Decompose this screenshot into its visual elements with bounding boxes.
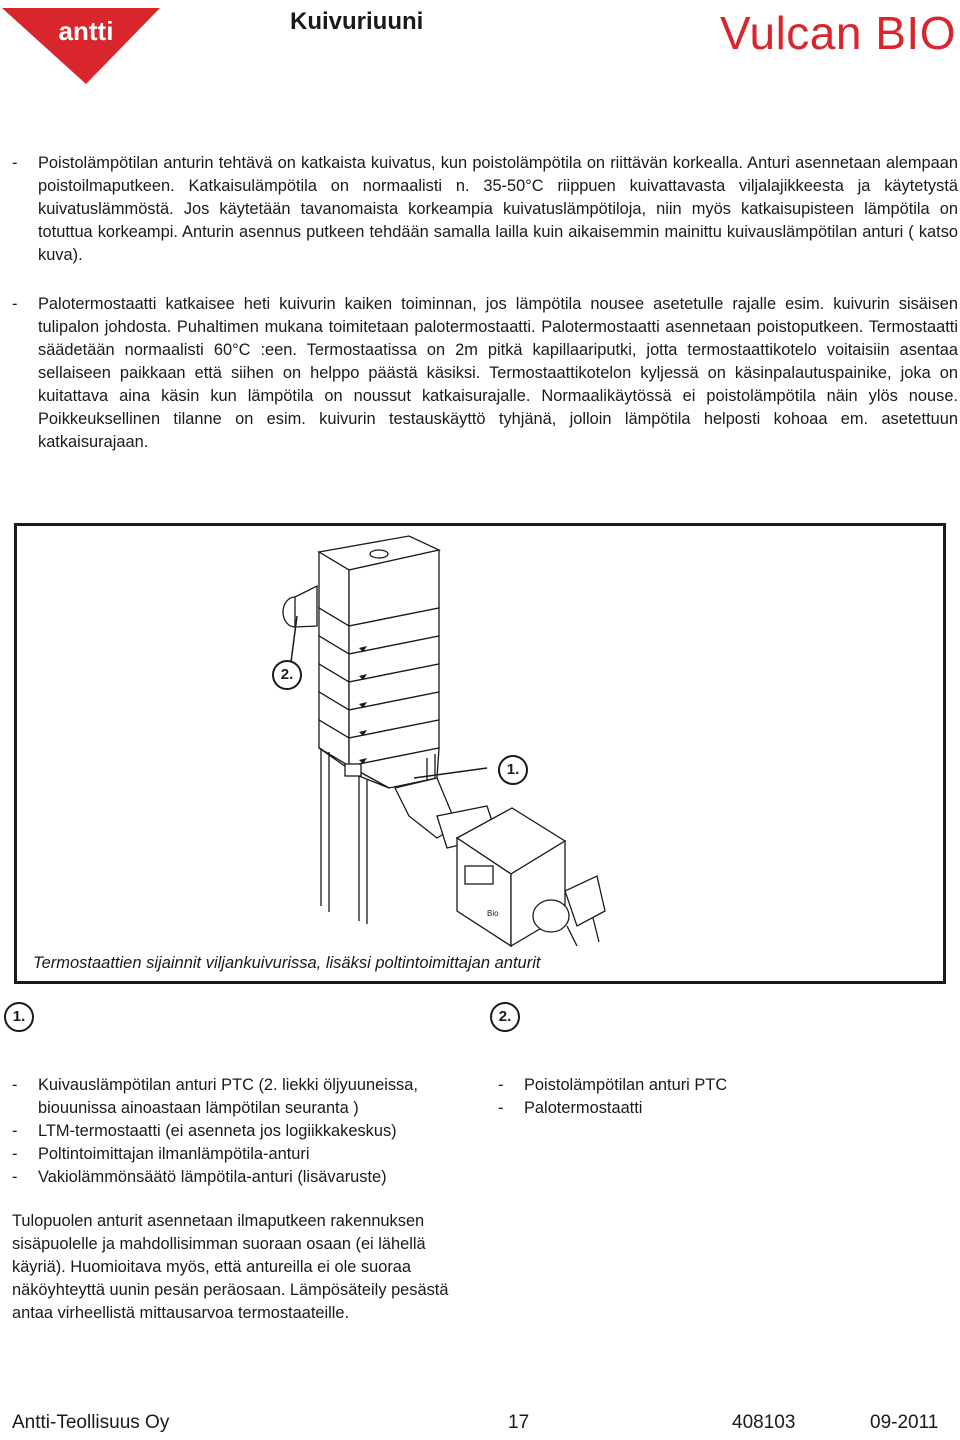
installation-note: Tulopuolen anturit asennetaan ilmaputkeen rakennuksen sisäpuolelle ja mahdollisimman suoraan osaan (ei lähellä käyriä). Huomioitava myös, että antureilla ei ole suoraa näköyhteyttä uunin pesän peräosaan. Lämpösäteily pesästä antaa virheellistä mittausarvoa termostaateille.: [12, 1212, 449, 1322]
logo-text: antti: [58, 16, 114, 46]
figure-frame: [14, 523, 946, 984]
list-item: - Poltintoimittajan ilmanlämpötila-anturi: [12, 1143, 482, 1166]
footer-page-number: 17: [508, 1412, 530, 1433]
section-badge-1: 1.: [4, 1002, 34, 1032]
list-item: - Palotermostaatti: [498, 1097, 938, 1120]
inlet-sensor-list: [12, 1074, 482, 1189]
section-badge-2: 2.: [490, 1002, 520, 1032]
footer-date: 09-2011: [870, 1412, 939, 1433]
list-item: - Vakiolämmönsäätö lämpötila-anturi (lisävaruste): [12, 1166, 482, 1189]
exhaust-sensor-list: [498, 1074, 938, 1120]
product-name: Vulcan BIO: [720, 7, 956, 59]
paragraph-dash: -: [12, 295, 18, 313]
paragraph-exhaust-sensor: [12, 152, 958, 267]
paragraph-fire-thermostat: [12, 293, 958, 454]
document-title: Kuivuriuuni: [290, 8, 424, 35]
dryer-illustration: [17, 526, 943, 981]
paragraph-text: Poistolämpötilan anturin tehtävä on katkaista kuivatus, kun poistolämpötila on riittävän korkealla. Anturi asennetaan alempaan poistoilmaputkeen. Katkaisulämpötila on normaalisti n. 35-50°C riippuen kuivattavasta viljalajikkeesta ja käytetystä kuivatuslämmöstä. Jos käytetään tavanomaista korkeampia kuivatuslämpötiloja, niin myös katkaisupisteen lämpötila on totuttua korkeampi. Anturin asennus putkeen tehdään samalla lailla kuin aikaisemmin mainittu kuivauslämpötilan anturi ( katso kuva).: [38, 154, 958, 264]
marker-1: 1.: [498, 755, 528, 785]
list-item: - Poistolämpötilan anturi PTC: [498, 1074, 938, 1097]
figure-caption: Termostaattien sijainnit viljankuivurissa, lisäksi poltintoimittajan anturit: [33, 954, 541, 972]
paragraph-text: Palotermostaatti katkaisee heti kuivurin kaiken toiminnan, jos lämpötila nousee asetetulle rajalle esim. kuivurin sisäisen tulipalon johdosta. Puhaltimen mukana toimitetaan palotermostaatti. Palotermostaatti asennetaan poistoputkeen. Termostaatti säädetään normaalisti 60°C :een. Termostaatissa on 2m pitkä kapillaariputki, jotta termostaattikotelo voitaisiin asentaa sellaiseen paikkaan että siihen on helppo päästä käsiksi. Termostaattikotelon kyljessä on käsinpalautuspainike, joka on kuitattava aina käsin kun lämpötila on noussut katkaisurajalle. Normaalikäytössä ei poistolämpötila näin ylös nouse. Poikkeuksellinen tilanne on esim. kuivurin testauskäyttö tyhjänä, jolloin lämpötila helposti kohoaa em. asetettuun katkaisurajaan.: [38, 295, 958, 451]
list-item: - LTM-termostaatti (ei asenneta jos logiikkakeskus): [12, 1120, 482, 1143]
list-item: - Kuivauslämpötilan anturi PTC (2. liekki öljyuuneissa, biouunissa ainoastaan lämpötilan seuranta ): [12, 1074, 482, 1120]
paragraph-dash: -: [12, 154, 18, 172]
footer-doc-number: 408103: [732, 1412, 796, 1433]
footer-company: Antti-Teollisuus Oy: [12, 1412, 170, 1433]
burner-label: Bio: [487, 909, 499, 918]
marker-2: 2.: [272, 660, 302, 690]
brand-logo: [2, 4, 160, 84]
